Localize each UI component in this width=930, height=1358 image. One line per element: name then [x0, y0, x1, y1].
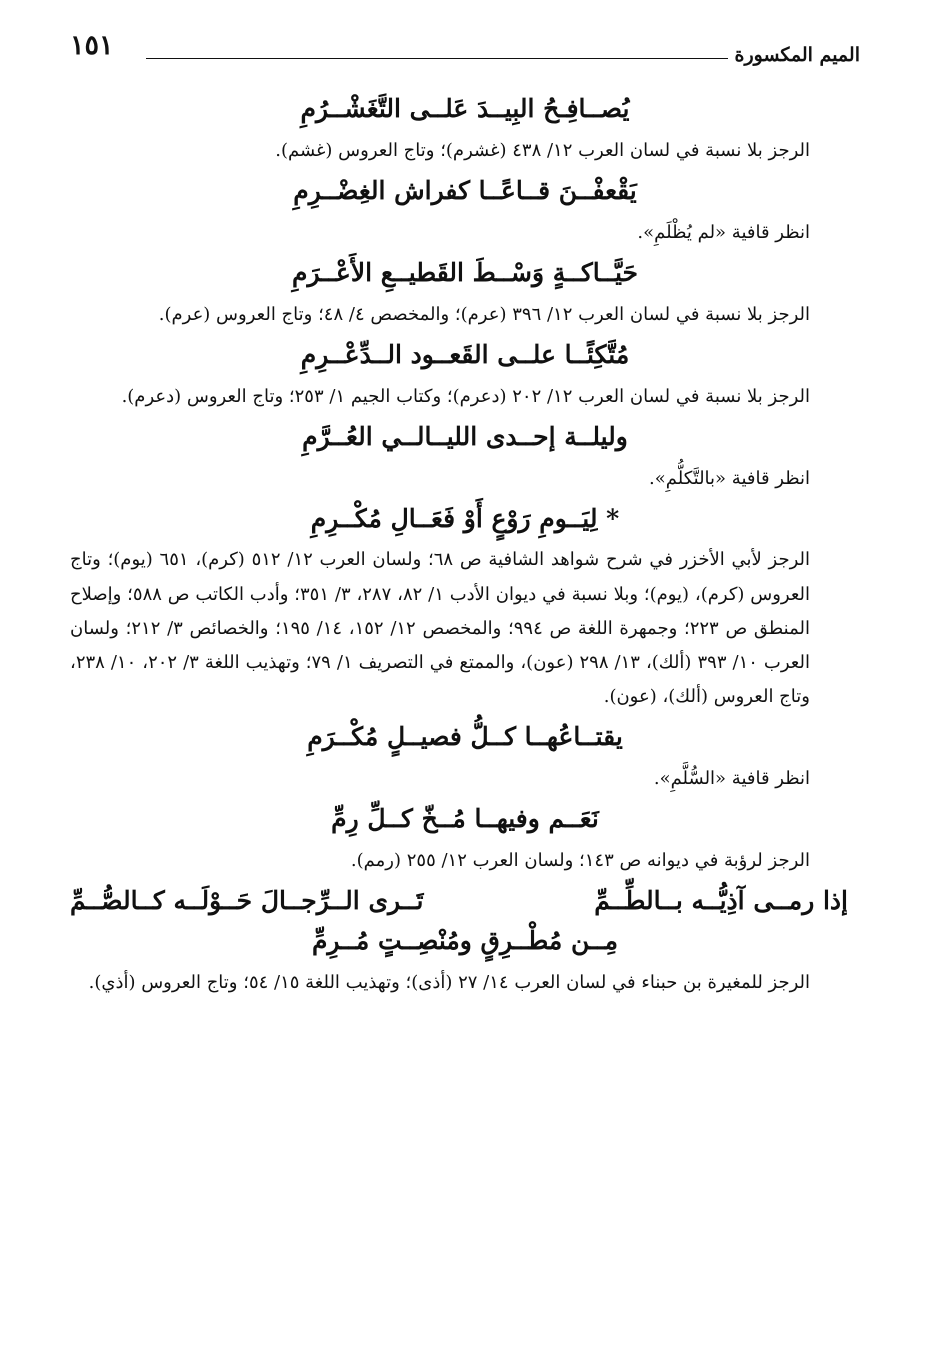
verse-line: وليلــة إحــدى الليــالــي العُــرَّمِ: [302, 421, 628, 451]
verse-line: نَعَــم وفيهــا مُــخّ كــلِّ رِمِّ: [331, 804, 599, 834]
footnote-reference: الرجز لأبي الأخزر في شرح شواهد الشافية ص ٦٨؛ ولسان العرب ١٢/ ٥١٢ (كرم)، ٦٥١ (يوم)؛ وتاج العروس (كرم)، (يوم)؛ وبلا نسبة في ديوان الأدب ١/ ٨٢، ٢٨٧، ٣/ ٣٥١؛ وأدب الكاتب ص ٥٨٨؛ وإصلاح المنطق ص ٢٢٣؛ وجمهرة اللغة ص ٩٩٤؛ والمخصص ١٢/ ١٥٢، ١٤/ ١٩٥؛ والخصائص ٣/ ٢١٢؛ ولسان العرب ١٠/ ٣٩٣ (ألك)، ١٣/ ٢٩٨ (عون)، والممتع في التصريف ١/ ٧٩؛ وتهذيب اللغة ٣/ ٢٠٢، ١٠/ ٢٣٨، وتاج العروس (ألك)، (عون).: [70, 549, 811, 708]
footnote-reference: انظر قافية «السُّلَّمِ».: [653, 768, 810, 790]
page-header: [70, 30, 860, 70]
footnote-reference: الرجز بلا نسبة في لسان العرب ١٢/ ٤٣٨ (غشرم)؛ وتاج العروس (غشم).: [275, 139, 810, 161]
verse-line: يقتــاعُهــا كــلُّ فصيــلٍ مُكْــرَمِ: [307, 722, 623, 752]
page-body: [70, 90, 860, 1006]
verse-hemistich-right: إذا رمــى آذِيُّــه بــالطِّــمِّ: [594, 886, 848, 916]
footnote-reference: الرجز بلا نسبة في لسان العرب ١٢/ ٢٠٢ (دعرم)؛ وكتاب الجيم ١/ ٢٥٣؛ وتاج العروس (دعرم).: [121, 385, 810, 407]
footnote-reference: انظر قافية «بالتَّكلُّمِ».: [649, 467, 810, 489]
verse-line: مِــن مُطْــرِقٍ ومُنْصِــتٍ مُــرِمِّ: [311, 926, 619, 955]
verse-hemistich-left: تَــرى الــرِّجــالَ حَــوْلَــه كــالصُّــمِّ: [70, 886, 424, 916]
verse-line: يَقْعفْــنَ قــاعًــا كفراش الغِضْــرِمِ: [293, 175, 637, 205]
footnote-reference: الرجز لرؤبة في ديوانه ص ١٤٣؛ ولسان العرب ١٢/ ٢٥٥ (رمم).: [350, 850, 810, 872]
footnote-reference: الرجز بلا نسبة في لسان العرب ١٢/ ٣٩٦ (عرم)؛ والمخصص ٤/ ٤٨؛ وتاج العروس (عرم).: [158, 303, 810, 325]
verse-line: * لِيَــومِ رَوْعٍ أَوْ فَعَــالِ مُكْــرِمِ: [310, 503, 620, 533]
header-rule: [146, 58, 728, 59]
footnote-reference: الرجز للمغيرة بن حبناء في لسان العرب ١٤/ ٢٧ (أذى)؛ وتهذيب اللغة ١٥/ ٥٤؛ وتاج العروس (أذي).: [88, 971, 810, 993]
page-number: ١٥١: [70, 30, 114, 61]
verse-line: يُصــافِـحُ البِيــدَ عَلــى التَّغَشْــرُمِ: [300, 94, 630, 123]
running-title: الميم المكسورة: [734, 44, 860, 66]
verse-line: مُتَّكِئًــا علــى القَعــود الــدِّعْــرِمِ: [300, 339, 630, 369]
footnote-reference: انظر قافية «لم يُظْلَمِ».: [637, 221, 810, 243]
verse-couplet: [70, 884, 860, 918]
verse-line: حَيَّــاكــةٍ وَسْــطَ القَطيــعِ الأَعْــرَمِ: [292, 257, 638, 287]
